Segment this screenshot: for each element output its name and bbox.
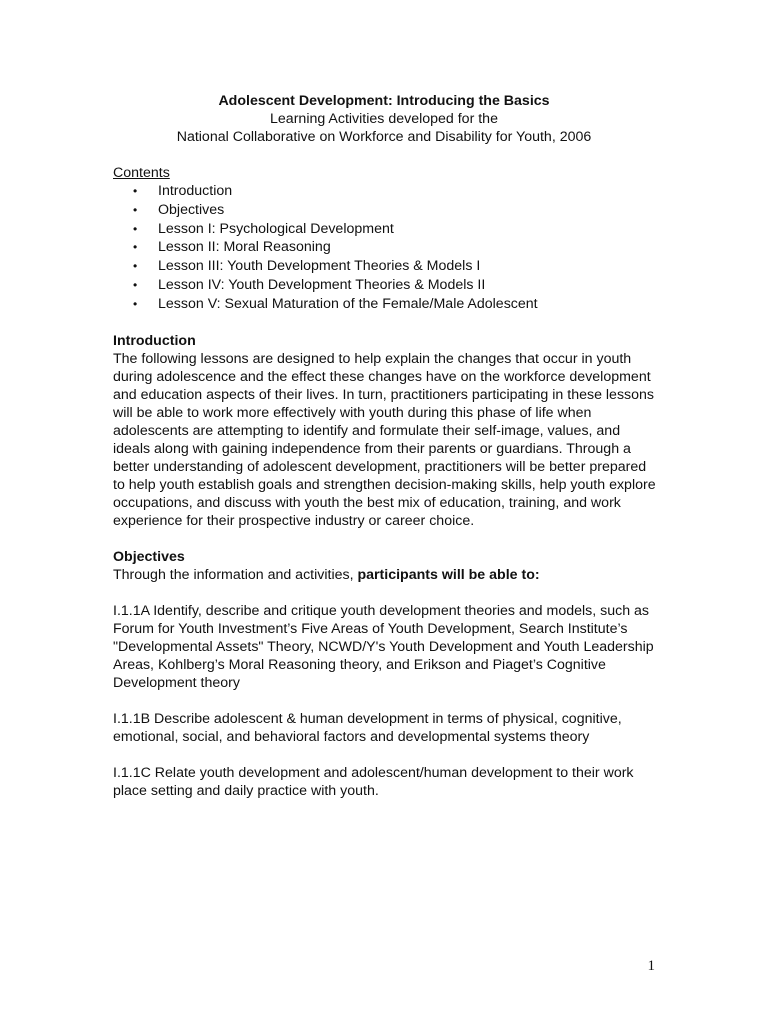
contents-item-label: Lesson I: Psychological Development <box>158 220 394 237</box>
bullet-icon: • <box>133 240 138 255</box>
contents-item <box>113 295 658 314</box>
document-header <box>0 92 768 146</box>
introduction-paragraph: The following lessons are designed to help explain the changes that occur in youth during adolescence and the effect these changes have on the workforce development and education aspects of their lives. In turn, practitioners participating in these lessons will be able to work more effectively with youth during this phase of life when adolescents are attempting to identify and formulate their self-image, values, and ideals along with gaining independence from their parents or guardians. Through a better understanding of adolescent development, practitioners will be better prepared to help youth establish goals and strengthen decision-making skills, help youth explore occupations, and discuss with youth the best mix of education, training, and work experience for their prospective industry or career choice. <box>113 350 656 529</box>
contents-item-label: Lesson II: Moral Reasoning <box>158 239 331 256</box>
document-subtitle-line-1: Learning Activities developed for the <box>270 111 498 127</box>
contents-item <box>113 238 658 257</box>
bullet-icon: • <box>133 259 138 274</box>
contents-item <box>113 276 658 295</box>
contents-list <box>113 182 658 314</box>
bullet-icon: • <box>133 296 138 311</box>
objectives-lead-emphasis: participants will be able to: <box>357 566 540 583</box>
document-subtitle-line-2: National Collaborative on Workforce and Disability for Youth, 2006 <box>176 129 592 145</box>
contents-item-label: Objectives <box>158 201 225 218</box>
contents-item-label: Lesson IV: Youth Development Theories & Models II <box>158 276 486 293</box>
introduction-heading: Introduction <box>113 332 196 349</box>
objectives-heading: Objectives <box>113 548 185 565</box>
objectives-lead-text: Through the information and activities, <box>113 566 358 583</box>
bullet-icon: • <box>133 184 138 198</box>
contents-heading: Contents <box>113 165 170 181</box>
contents-item <box>113 220 658 239</box>
contents-item <box>113 182 658 201</box>
objectives-section <box>113 548 658 800</box>
page-number: 1 <box>647 958 655 974</box>
introduction-section <box>113 332 658 530</box>
contents-item-label: Lesson III: Youth Development Theories & Models I <box>158 258 481 275</box>
objective-item: I.1.1C Relate youth development and adolescent/human development to their work place setting and daily practice with youth. <box>113 764 634 799</box>
bullet-icon: • <box>133 202 138 217</box>
contents-item-label: Introduction <box>158 183 233 199</box>
objective-item: I.1.1B Describe adolescent & human development in terms of physical, cognitive, emotional, social, and behavioral factors and developmental systems theory <box>113 710 622 745</box>
contents-item <box>113 257 658 276</box>
contents-section <box>113 164 658 314</box>
bullet-icon: • <box>133 277 138 292</box>
objective-item: I.1.1A Identify, describe and critique youth development theories and models, such as Forum for Youth Investment’s Five Areas of Youth Development, Search Institute’s "Developmental Assets" Theory, NCWD/Y's Youth Development and Youth Leadership Areas, Kohlberg’s Moral Reasoning theory, and Erikson and Piaget’s Cognitive Development theory <box>113 602 654 691</box>
contents-item <box>113 201 658 220</box>
objectives-lead <box>113 566 658 584</box>
document-title: Adolescent Development: Introducing the Basics <box>218 93 550 109</box>
bullet-icon: • <box>133 221 138 236</box>
document-body <box>113 164 658 818</box>
contents-item-label: Lesson V: Sexual Maturation of the Female/Male Adolescent <box>158 295 538 312</box>
